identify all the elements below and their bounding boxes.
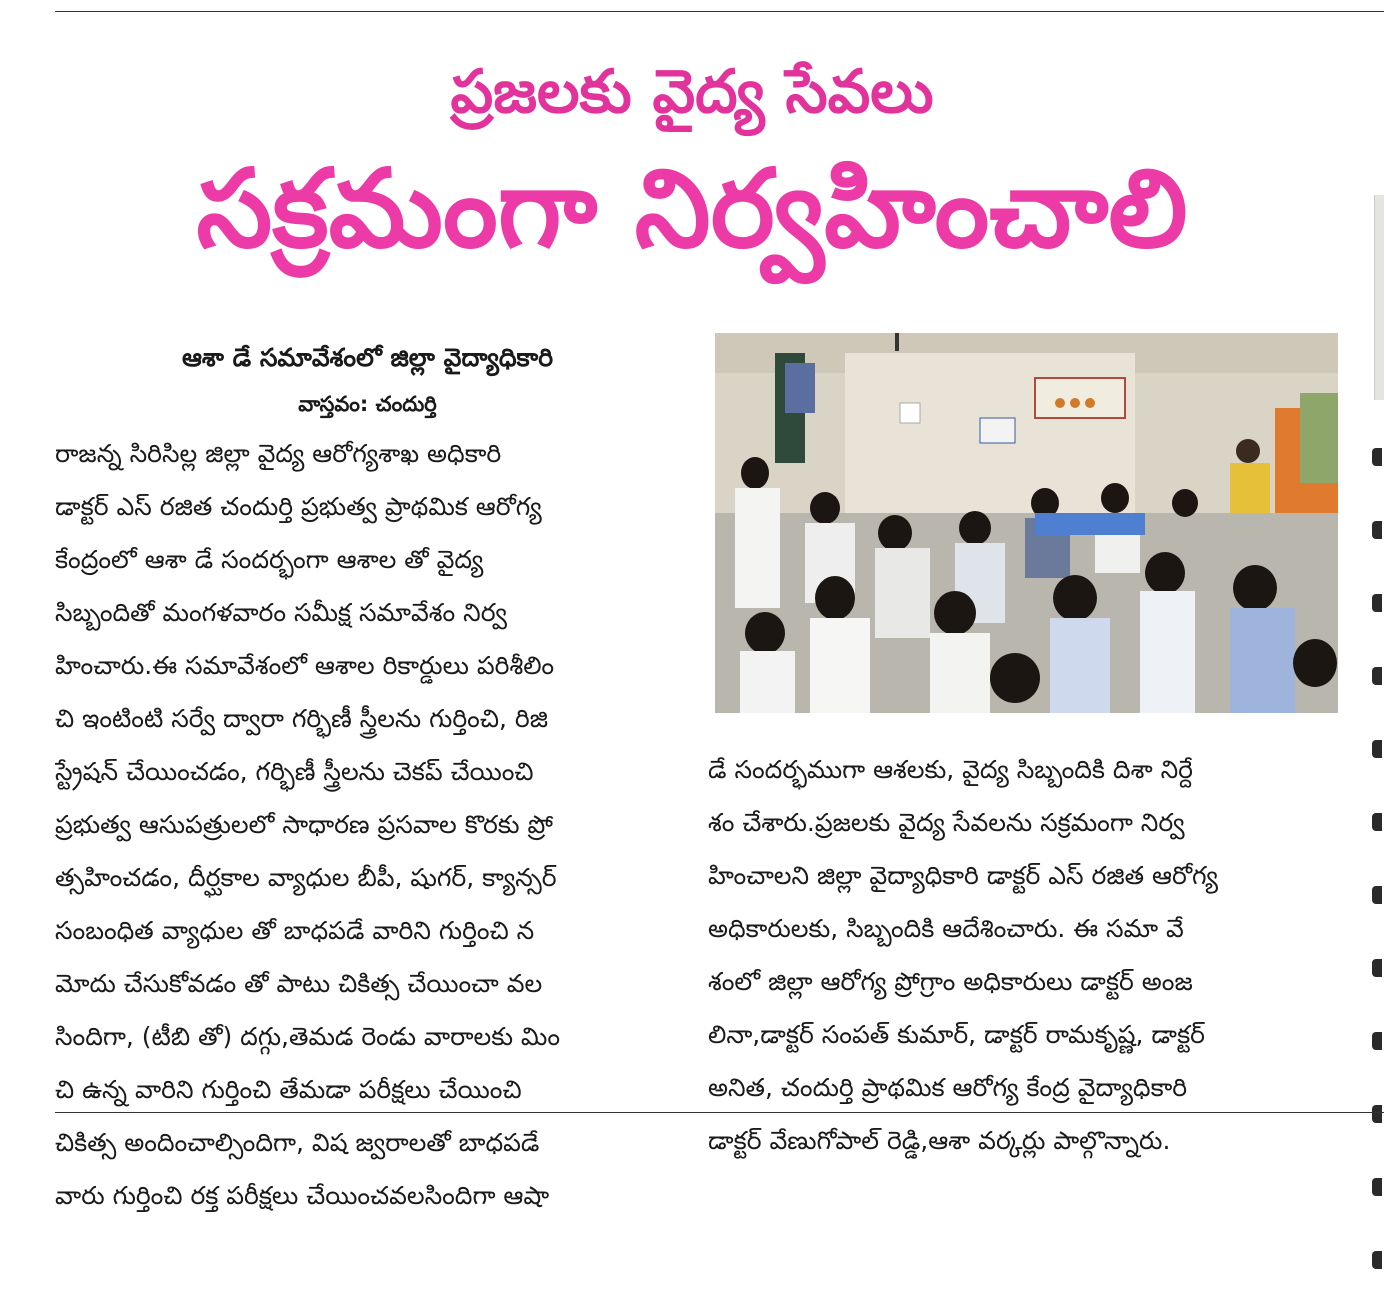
- article-column-2: [708, 743, 1338, 1167]
- article-column-1: [55, 427, 685, 1222]
- text-line: డాక్టర్ వేణుగోపాల్ రెడ్డి,ఆశా వర్కర్లు పాల్గొన్నారు.: [708, 1126, 1171, 1155]
- text-line: వారు గుర్తించి రక్త పరీక్షలు చేయించవలసిందిగా ఆషా: [55, 1181, 550, 1210]
- text-line: హించాలని జిల్లా వైద్యాధికారి డాక్టర్ ఎస్ రజిత ఆరోగ్య: [708, 861, 1218, 890]
- text-line: సిబ్బందితో మంగళవారం సమీక్ష సమావేశం నిర్వ: [55, 598, 507, 627]
- text-line: సంబంధిత వ్యాధుల తో బాధపడే వారిని గుర్తించి న: [55, 916, 535, 945]
- adjacent-article-photo-edge: [1374, 195, 1384, 400]
- text-line: రాజన్న సిరిసిల్ల జిల్లా వైద్య ఆరోగ్యశాఖ అధికారి: [55, 439, 502, 468]
- text-line: ప్రభుత్వ ఆసుపత్రులలో సాధారణ ప్రసవాల కొరకు ప్రో: [55, 810, 553, 839]
- text-line: చి ఇంటింటి సర్వే ద్వారా గర్భిణీ స్త్రీలను గుర్తించి, రిజి: [55, 704, 548, 733]
- bottom-rule: [55, 1112, 1384, 1113]
- dateline: వాస్తవం: చందుర్తి: [298, 392, 437, 416]
- text-line: అనిత, చందుర్తి ప్రాథమిక ఆరోగ్య కేంద్ర వైద్యాధికారి: [708, 1073, 1188, 1102]
- text-line: చికిత్స అందించాల్సిందిగా, విష జ్వరాలతో బాధపడే: [55, 1128, 540, 1157]
- text-line: సిందిగా, (టీబి తో) దగ్గు,తెమడ రెండు వారాలకు మిం: [55, 1022, 561, 1051]
- subheadline: ఆశా డే సమావేశంలో జిల్లా వైద్యాధికారి: [181, 343, 554, 372]
- top-rule: [55, 11, 1384, 12]
- text-line: చి ఉన్న వారిని గుర్తించి తేమడా పరీక్షలు చేయించి: [55, 1075, 522, 1104]
- text-line: హించారు.ఈ సమావేశంలో ఆశాల రికార్డులు పరిశీలిం: [55, 651, 555, 680]
- text-line: శం చేశారు.ప్రజలకు వైద్య సేవలను సక్రమంగా నిర్వ: [708, 808, 1185, 837]
- text-line: డే సందర్భముగా ఆశలకు, వైద్య సిబ్బందికి దిశా నిర్దే: [708, 755, 1193, 784]
- text-line: లినా,డాక్టర్ సంపత్ కుమార్, డాక్టర్ రామకృష్ణ, డాక్టర్: [708, 1020, 1205, 1049]
- text-line: త్సహించడం, దీర్ఘకాల వ్యాధుల బీపీ, షుగర్, క్యాన్సర్: [55, 863, 557, 892]
- text-line: స్ట్రేషన్ చేయించడం, గర్భిణీ స్త్రీలను చెకప్ చేయించి: [55, 757, 534, 786]
- text-line: డాక్టర్ ఎస్ రజిత చందుర్తి ప్రభుత్వ ప్రాథమిక ఆరోగ్య: [55, 492, 542, 521]
- kicker-headline: ప్రజలకు వైద్య సేవలు: [450, 57, 934, 127]
- adjacent-article-text-edge: [1372, 430, 1384, 1306]
- text-line: కేంద్రంలో ఆశా డే సందర్భంగా ఆశాల తో వైద్య: [55, 545, 484, 574]
- text-line: అధికారులకు, సిబ్బందికి ఆదేశించారు. ఈ సమా వే: [708, 914, 1184, 943]
- main-headline: సక్రమంగా నిర్వహించాలి: [196, 147, 1188, 272]
- text-line: శంలో జిల్లా ఆరోగ్య ప్రోగ్రాం అధికారులు డాక్టర్ అంజ: [708, 967, 1193, 996]
- meeting-photo: [715, 333, 1338, 713]
- text-line: మోదు చేసుకోవడం తో పాటు చికిత్స చేయించా వల: [55, 969, 543, 998]
